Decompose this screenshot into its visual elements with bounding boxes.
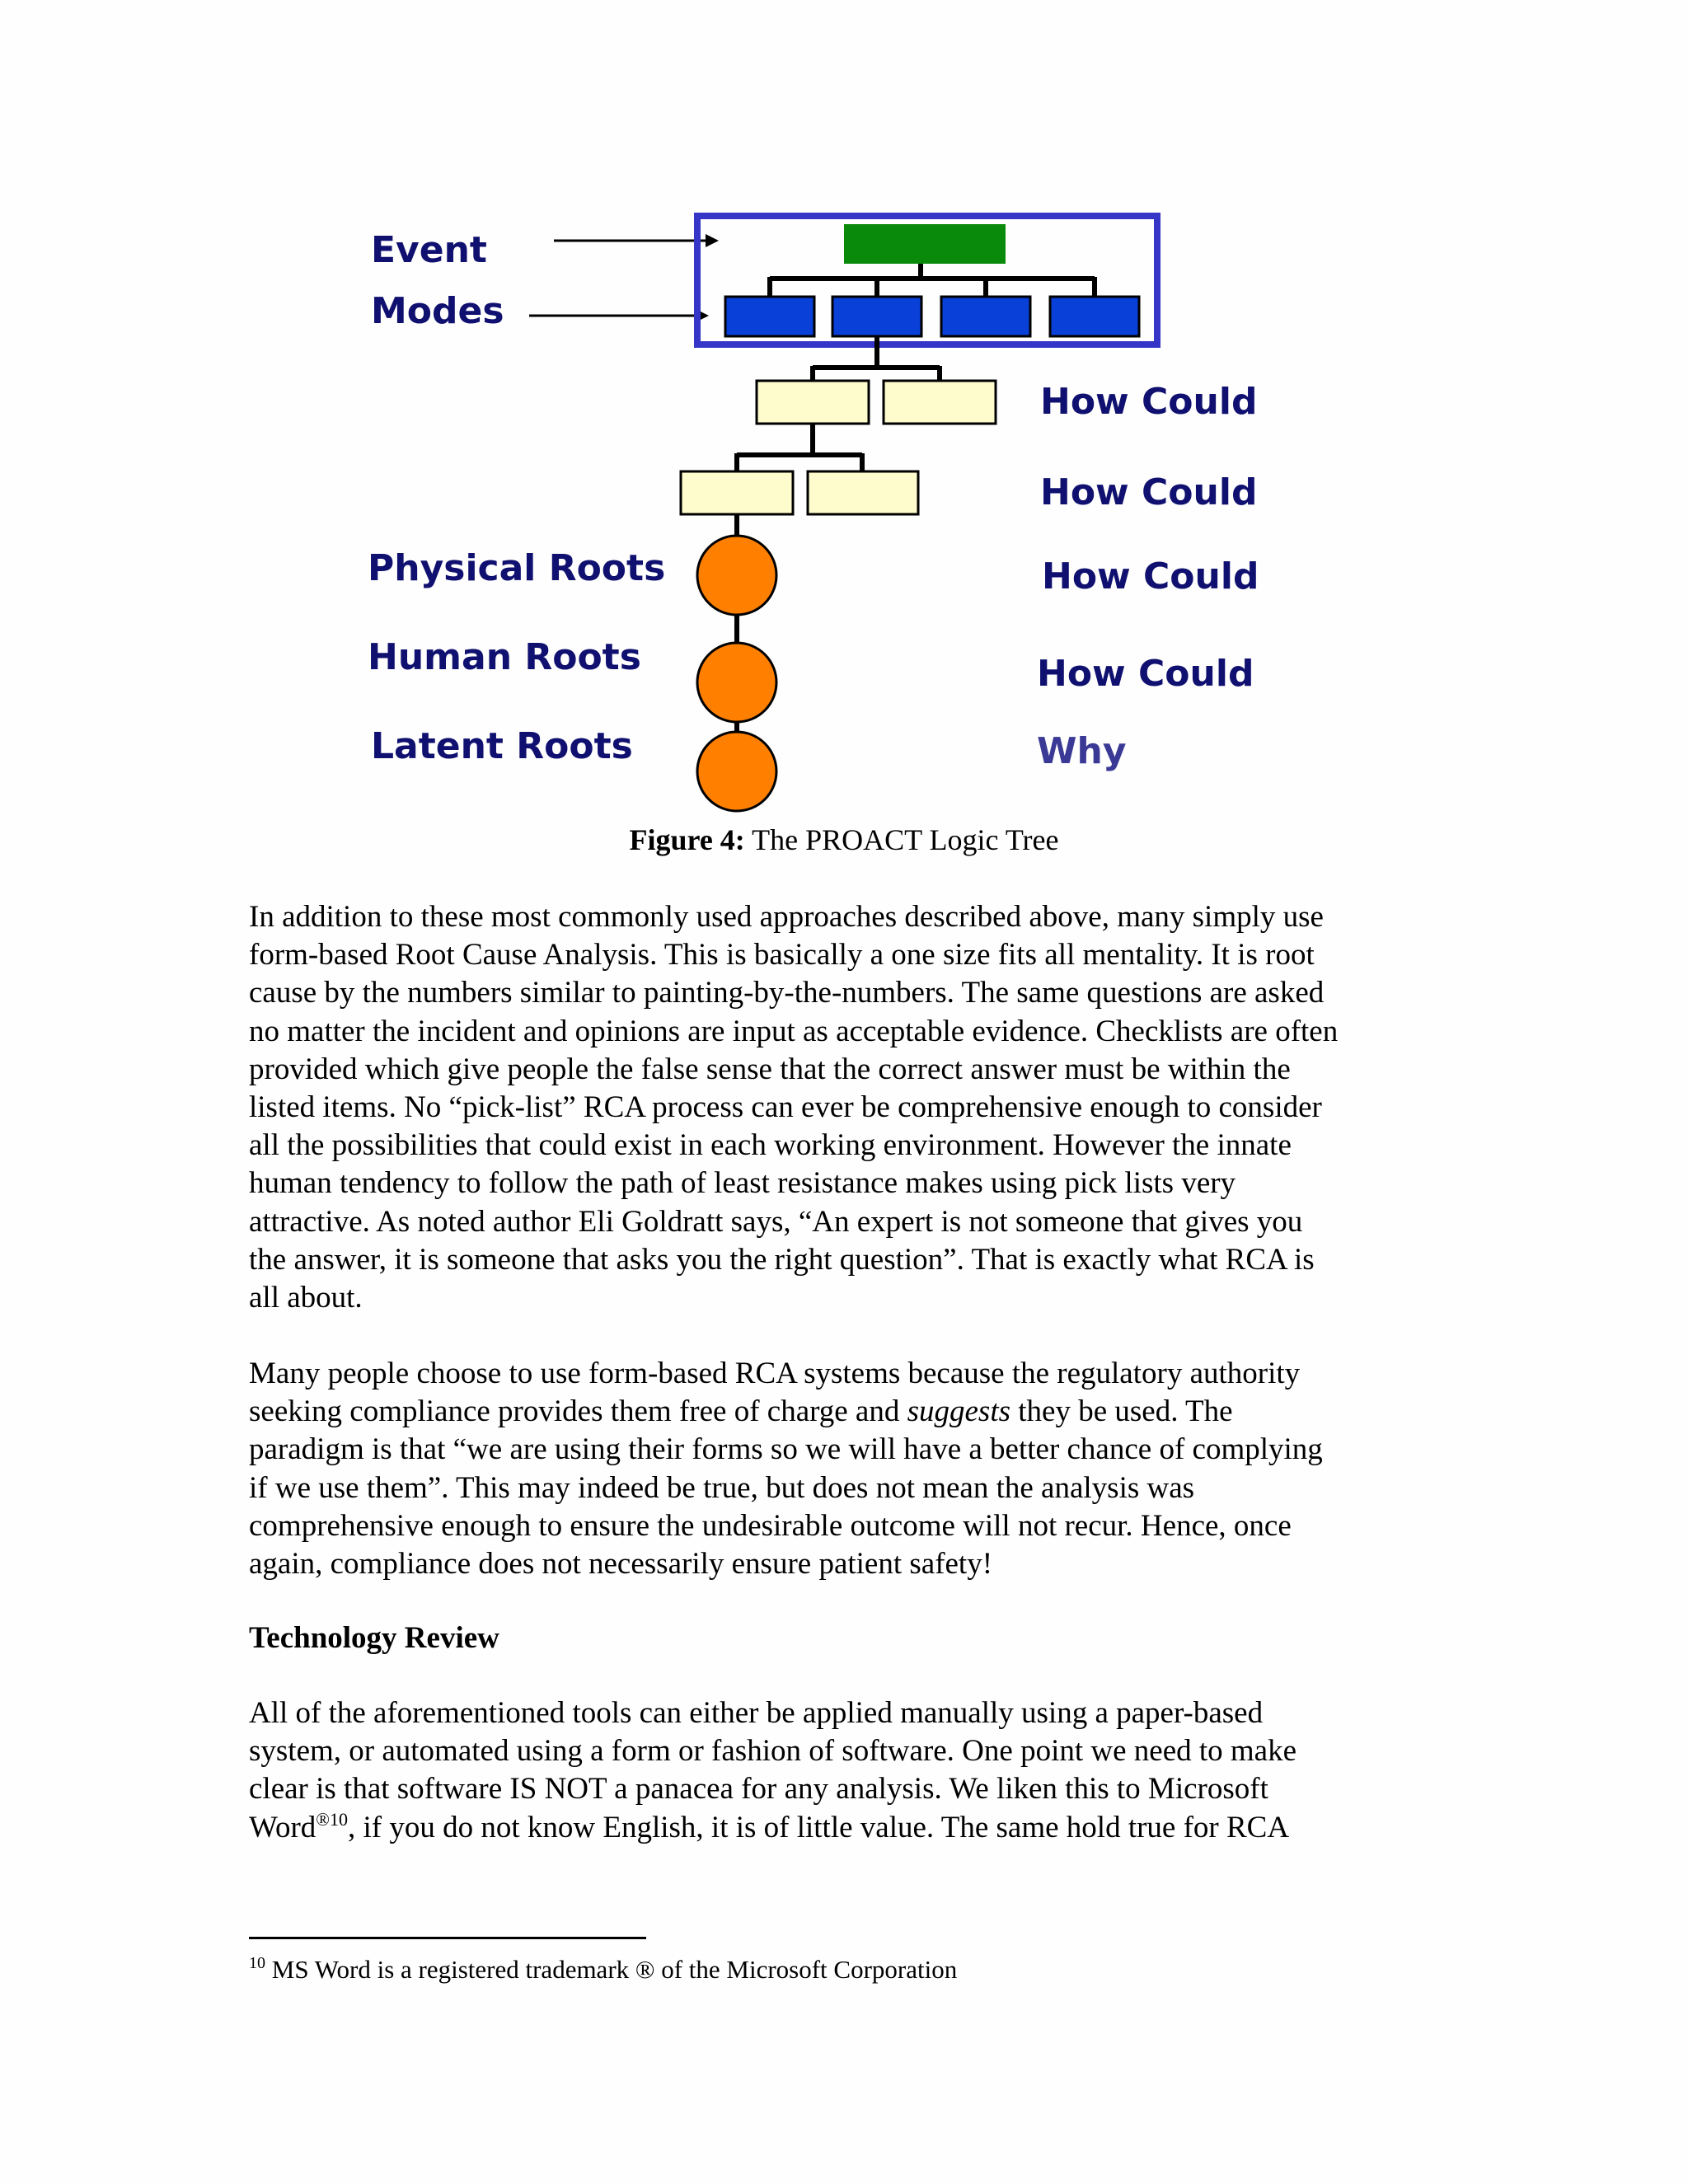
paragraph-technology-review bbox=[249, 1694, 1452, 1847]
mode-box bbox=[1050, 297, 1139, 336]
emphasis-suggests: suggests bbox=[907, 1394, 1011, 1429]
why-label: Why bbox=[1037, 730, 1127, 772]
hypothesis-box bbox=[757, 381, 869, 424]
text-line: human tendency to follow the path of least resistance makes using pick lists very bbox=[249, 1166, 1236, 1201]
physical-roots-label: Physical Roots bbox=[368, 547, 666, 589]
text-line: again, compliance does not necessarily ensure patient safety! bbox=[249, 1547, 993, 1582]
modes-label: Modes bbox=[371, 290, 504, 332]
event-box bbox=[844, 224, 1006, 264]
mode-box bbox=[832, 297, 921, 336]
logic-tree-diagram bbox=[0, 0, 1688, 824]
physical-root-circle bbox=[697, 536, 776, 615]
text-line: provided which give people the false sense that the correct answer must be within the bbox=[249, 1052, 1291, 1086]
footnote-text: MS Word is a registered trademark ® of the Microsoft Corporation bbox=[265, 1955, 958, 1984]
text-line: no matter the incident and opinions are input as acceptable evidence. Checklists are often bbox=[249, 1014, 1339, 1048]
text-run: seeking compliance provides them free of charge and bbox=[249, 1394, 907, 1429]
text-run: , if you do not know English, it is of little value. The same hold true for RCA bbox=[348, 1810, 1290, 1844]
how-could-label-4: How Could bbox=[1037, 653, 1254, 695]
how-could-label-1: How Could bbox=[1040, 381, 1258, 423]
hypothesis-box bbox=[681, 471, 793, 514]
mode-box bbox=[725, 297, 814, 336]
figure-caption-number: Figure 4: bbox=[629, 823, 745, 856]
footnote-number: 10 bbox=[249, 1954, 265, 1972]
text-run: they be used. The bbox=[1010, 1394, 1233, 1429]
text-line: paradigm is that “we are using their forms so we will have a better chance of complying bbox=[249, 1432, 1323, 1467]
text-line: system, or automated using a form or fashion of software. One point we need to make bbox=[249, 1734, 1297, 1769]
hypothesis-box bbox=[808, 471, 918, 514]
text-line: all the possibilities that could exist in each working environment. However the innate bbox=[249, 1128, 1292, 1163]
text-run: Word bbox=[249, 1810, 316, 1844]
text-line: form-based Root Cause Analysis. This is basically a one size fits all mentality. It is root bbox=[249, 938, 1315, 972]
event-arrowhead bbox=[706, 234, 719, 247]
hypothesis-box bbox=[884, 381, 996, 424]
text-line: All of the aforementioned tools can either be applied manually using a paper-based bbox=[249, 1696, 1264, 1730]
paragraph-regulatory-forms bbox=[249, 1355, 1452, 1583]
text-line: listed items. No “pick-list” RCA process can ever be comprehensive enough to consider bbox=[249, 1090, 1322, 1125]
section-heading: Technology Review bbox=[249, 1621, 499, 1655]
text-line: if we use them”. This may indeed be true, but does not mean the analysis was bbox=[249, 1470, 1195, 1505]
text-line: comprehensive enough to ensure the undesirable outcome will not recur. Hence, once bbox=[249, 1508, 1292, 1543]
text-line: attractive. As noted author Eli Goldratt says, “An expert is not someone that gives you bbox=[249, 1204, 1303, 1239]
footnote bbox=[249, 1955, 957, 1985]
text-line bbox=[249, 1393, 1452, 1431]
how-could-label-2: How Could bbox=[1040, 471, 1258, 513]
text-line: the answer, it is someone that asks you the right question”. That is exactly what RCA is bbox=[249, 1242, 1315, 1277]
event-label: Event bbox=[371, 229, 487, 271]
text-line bbox=[249, 1809, 1452, 1847]
mode-box bbox=[941, 297, 1030, 336]
text-line: Many people choose to use form-based RCA systems because the regulatory authority bbox=[249, 1357, 1301, 1390]
text-line: In addition to these most commonly used approaches described above, many simply use bbox=[249, 900, 1324, 934]
text-line: all about. bbox=[249, 1281, 363, 1315]
paragraph-form-based-rca bbox=[249, 898, 1452, 1317]
figure-caption-text: The PROACT Logic Tree bbox=[744, 823, 1059, 856]
latent-root-circle bbox=[697, 732, 776, 811]
text-line: clear is that software IS NOT a panacea for any analysis. We liken this to Microsoft bbox=[249, 1772, 1268, 1807]
human-roots-label: Human Roots bbox=[368, 636, 641, 678]
figure-caption bbox=[0, 823, 1688, 857]
human-root-circle bbox=[697, 643, 776, 722]
footnote-reference: ®10 bbox=[316, 1808, 348, 1830]
text-line: cause by the numbers similar to painting-by-the-numbers. The same questions are asked bbox=[249, 976, 1325, 1010]
footnote-separator bbox=[249, 1937, 646, 1939]
latent-roots-label: Latent Roots bbox=[371, 725, 633, 767]
how-could-label-3: How Could bbox=[1042, 555, 1259, 598]
